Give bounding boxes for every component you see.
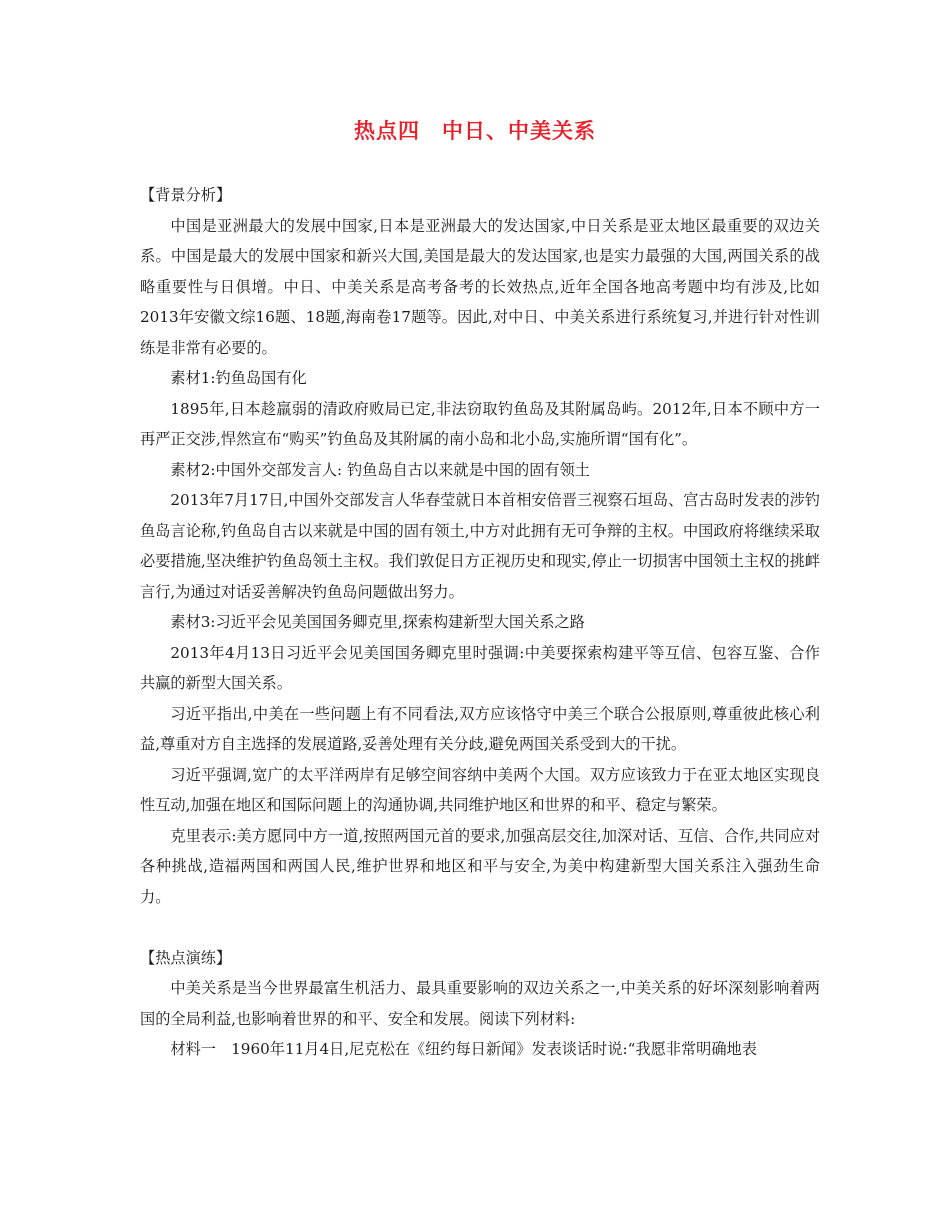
material-3-heading: 素材3:习近平会见美国国务卿克里,探索构建新型大国关系之路 bbox=[170, 613, 585, 631]
section-heading-background: 【背景分析】 bbox=[140, 186, 232, 204]
material-2-text: 2013年7月17日,中国外交部发言人华春莹就日本首相安倍晋三视察石垣岛、宫古岛时发表的涉钓鱼岛言论称,钓鱼岛自古以来就是中国的固有领土,中方对此拥有无可争辩的主权。中国政府将继续采取必要措施,坚决维护钓鱼岛领土主权。我们敦促日方正视历史和现实,停止一切损害中国领土主权的挑衅言行,为通过对话妥善解决钓鱼岛问题做出努力。 bbox=[140, 491, 820, 601]
material-1-heading: 素材1:钓鱼岛国有化 bbox=[170, 369, 307, 387]
page-title: 热点四 中日、中美关系 bbox=[354, 118, 596, 143]
practice-material-1: 材料一 1960年11月4日,尼克松在《纽约每日新闻》发表谈话时说:“我愿非常明确地表 bbox=[170, 1040, 757, 1058]
material-3-text-4: 克里表示:美方愿同中方一道,按照两国元首的要求,加强高层交往,加深对话、互信、合作,共同应对各种挑战,造福两国和两国人民,维护世界和地区和平与安全,为美中构建新型大国关系注入强劲生命力。 bbox=[140, 826, 820, 906]
material-3-text-1: 2013年4月13日习近平会见美国国务卿克里时强调:中美要探索构建平等互信、包容互鉴、合作共赢的新型大国关系。 bbox=[140, 643, 820, 692]
material-3-text-2: 习近平指出,中美在一些问题上有不同看法,双方应该恪守中美三个联合公报原则,尊重彼此核心利益,尊重对方自主选择的发展道路,妥善处理有关分歧,避免两国关系受到大的干扰。 bbox=[140, 704, 820, 753]
material-3-text-3: 习近平强调,宽广的太平洋两岸有足够空间容纳中美两个大国。双方应该致力于在亚太地区实现良性互动,加强在地区和国际问题上的沟通协调,共同维护地区和世界的和平、稳定与繁荣。 bbox=[140, 765, 820, 814]
document-body bbox=[140, 180, 820, 1065]
material-1-text: 1895年,日本趁羸弱的清政府败局已定,非法窃取钓鱼岛及其附属岛屿。2012年,日本不顾中方一再严正交涉,悍然宣布“购买”钓鱼岛及其附属的南小岛和北小岛,实施所谓“国有化”。 bbox=[140, 399, 820, 448]
section-spacer bbox=[140, 912, 820, 943]
material-2-heading: 素材2:中国外交部发言人: 钓鱼岛自古以来就是中国的固有领土 bbox=[170, 460, 590, 479]
practice-intro: 中美关系是当今世界最富生机活力、最具重要影响的双边关系之一,中美关系的好坏深刻影响着两国的全局利益,也影响着世界的和平、安全和发展。阅读下列材料: bbox=[140, 979, 820, 1028]
section-heading-practice: 【热点演练】 bbox=[140, 948, 232, 967]
paragraph-intro: 中国是亚洲最大的发展中国家,日本是亚洲最大的发达国家,中日关系是亚太地区最重要的双边关系。中国是最大的发展中国家和新兴大国,美国是最大的发达国家,也是实力最强的大国,两国关系的战略重要性与日俱增。中日、中美关系是高考备考的长效热点,近年全国各地高考题中均有涉及,比如2013年安徽文综16题、18题,海南卷17题等。因此,对中日、中美关系进行系统复习,并进行针对性训练是非常有必要的。 bbox=[140, 216, 820, 357]
